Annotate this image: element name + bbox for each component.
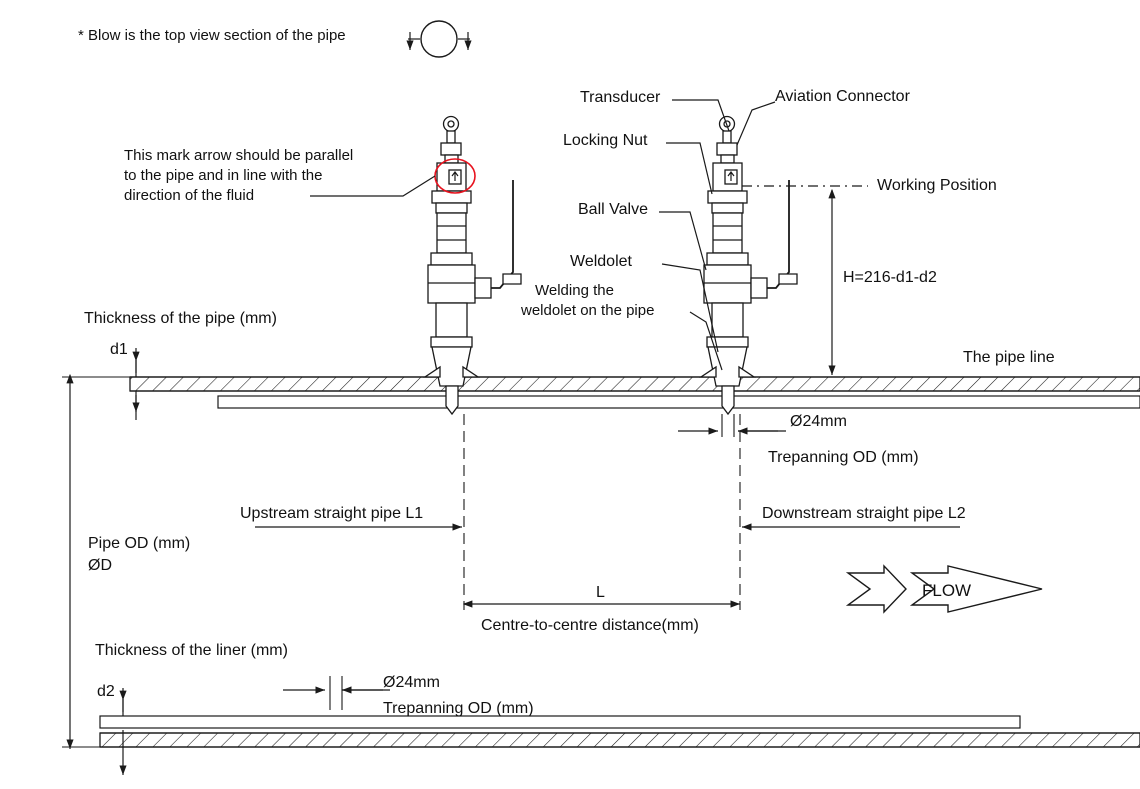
label-trepanning-od-bottom: Trepanning OD (mm) <box>383 700 534 717</box>
label-centre-distance-symbol: L <box>596 584 605 601</box>
label-upstream: Upstream straight pipe L1 <box>240 505 424 522</box>
label-locking-nut: Locking Nut <box>563 132 648 149</box>
label-pipe-od-line2: ØD <box>88 557 112 574</box>
label-pipe-od-line1: Pipe OD (mm) <box>88 535 191 552</box>
callout-leaders <box>310 100 775 370</box>
label-downstream: Downstream straight pipe L2 <box>762 505 966 522</box>
transducer-assembly-upstream <box>425 117 521 415</box>
centre-lines <box>464 414 740 610</box>
label-transducer: Transducer <box>580 89 661 106</box>
label-trepanning-od-top: Trepanning OD (mm) <box>768 449 919 466</box>
dimension-trepanning-bottom <box>283 676 390 710</box>
mark-arrow-note-line1: This mark arrow should be parallel <box>124 147 354 164</box>
mark-arrow-note-line3: direction of the fluid <box>124 187 255 204</box>
label-weldolet: Weldolet <box>570 253 632 270</box>
label-flow: FLOW <box>922 581 972 600</box>
label-pipe-line: The pipe line <box>963 349 1055 366</box>
label-ball-valve: Ball Valve <box>578 201 648 218</box>
mark-arrow-note-line2: to the pipe and in line with the <box>124 167 323 184</box>
label-trepanning-od-top-value: Ø24mm <box>790 413 847 430</box>
label-welding-note-line1: Welding the <box>535 282 614 299</box>
top-view-section-icon <box>408 21 470 57</box>
pipe-upper-wall <box>130 377 1140 391</box>
top-view-note: * Blow is the top view section of the pipe <box>78 27 346 44</box>
label-welding-note-line2: weldolet on the pipe <box>521 302 655 319</box>
label-d1: d1 <box>110 341 128 358</box>
pipe-lower-wall <box>100 733 1140 747</box>
label-thickness-pipe: Thickness of the pipe (mm) <box>84 310 277 327</box>
label-working-position: Working Position <box>877 177 997 194</box>
label-d2: d2 <box>97 683 115 700</box>
label-trepanning-od-bottom-value: Ø24mm <box>383 674 440 691</box>
label-aviation-connector: Aviation Connector <box>775 88 910 105</box>
label-height-formula: H=216-d1-d2 <box>843 269 937 286</box>
transducer-assembly-downstream <box>701 117 797 415</box>
dimension-trepanning-top <box>678 414 786 437</box>
label-thickness-liner: Thickness of the liner (mm) <box>95 642 288 659</box>
pipe-liner-lower <box>100 716 1020 728</box>
label-centre-distance: Centre-to-centre distance(mm) <box>481 617 699 634</box>
pipe-liner-upper <box>218 396 1140 408</box>
